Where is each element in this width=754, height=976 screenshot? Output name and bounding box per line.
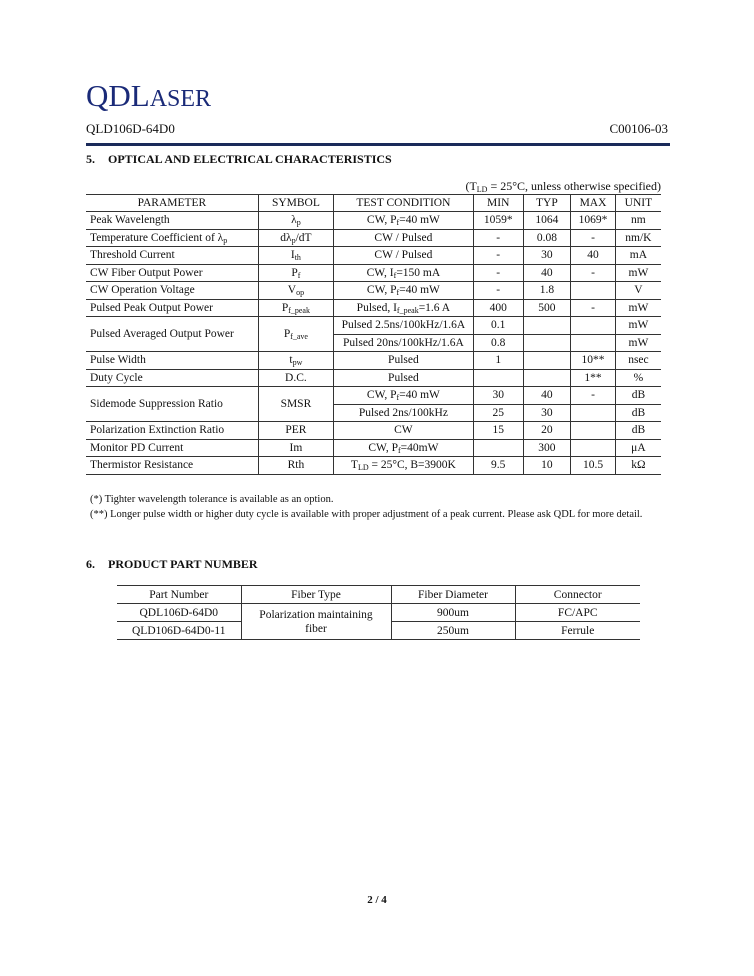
- symbol-cell: [258, 282, 333, 300]
- condition-cell: [333, 369, 473, 387]
- symbol-cell: [258, 439, 333, 457]
- col-header: SYMBOL: [258, 195, 333, 212]
- parameter: [90, 284, 195, 296]
- unit-cell: mW: [615, 334, 661, 352]
- min-cell: 9.5: [473, 457, 523, 475]
- min-cell: -: [473, 229, 523, 247]
- condition-cell: [333, 439, 473, 457]
- condition-main: Pulsed: [388, 354, 419, 367]
- unit-cell: kΩ: [615, 457, 661, 475]
- min-cell: 25: [473, 404, 523, 422]
- condition: [367, 389, 440, 401]
- unit-cell: dB: [615, 404, 661, 422]
- parameter-main: Polarization Extinction Ratio: [90, 424, 225, 437]
- unit-cell: μA: [615, 439, 661, 457]
- part-number-cell: QDL106D-64D0: [117, 604, 241, 622]
- condition-main: CW / Pulsed: [374, 249, 433, 262]
- condition: [388, 372, 419, 384]
- parameter-cell: [86, 212, 258, 230]
- condition-main: Pulsed, I: [356, 301, 397, 314]
- symbol-sub: f_ave: [290, 332, 308, 341]
- condition-main: CW, P: [368, 441, 398, 454]
- symbol-main: V: [287, 284, 297, 297]
- condition: [342, 319, 466, 331]
- symbol-cell: [258, 422, 333, 440]
- parameter-cell: [86, 247, 258, 265]
- parameter-main: CW Fiber Output Power: [90, 266, 203, 279]
- symbol-main: P: [281, 301, 289, 314]
- parameter-main: CW Operation Voltage: [90, 284, 195, 297]
- condition-post: =150 mA: [396, 266, 441, 279]
- characteristics-table: [86, 194, 661, 475]
- max-cell: -: [571, 229, 616, 247]
- min-cell: [473, 439, 523, 457]
- min-cell: 30: [473, 387, 523, 405]
- max-cell: -: [571, 264, 616, 282]
- parameter: [90, 398, 223, 410]
- condition-sub: LD: [357, 463, 369, 473]
- typ-cell: [523, 317, 571, 335]
- max-cell: [571, 334, 616, 352]
- symbol-sub: p: [296, 218, 301, 228]
- connector-cell: FC/APC: [515, 604, 640, 622]
- col-header: Fiber Diameter: [391, 586, 515, 604]
- parameter-cell: [86, 229, 258, 247]
- table-row: [86, 457, 661, 475]
- condition-post: =40 mW: [399, 214, 440, 227]
- col-header: UNIT: [615, 195, 661, 212]
- condition-cell: [333, 212, 473, 230]
- parameter-cell: [86, 299, 258, 317]
- condition-cell: [333, 264, 473, 282]
- part-number-table: [117, 585, 640, 640]
- min-cell: 1059*: [473, 212, 523, 230]
- condition-main: CW, P: [366, 214, 397, 227]
- symbol-cell: [258, 264, 333, 282]
- symbol-sub: th: [294, 253, 301, 263]
- condition: [374, 249, 432, 261]
- part-number-cell: QLD106D-64D0-11: [117, 622, 241, 640]
- table-row: [117, 604, 640, 622]
- symbol: [289, 354, 302, 366]
- table-row: [86, 247, 661, 265]
- parameter: [90, 302, 213, 314]
- condition-cell: [333, 299, 473, 317]
- typ-cell: [523, 334, 571, 352]
- fiber-type-line: Polarization maintaining: [259, 608, 373, 621]
- cond-note-pre: (T: [465, 179, 477, 193]
- condition-main: CW / Pulsed: [374, 231, 433, 244]
- parameter: [90, 424, 224, 436]
- min-cell: -: [473, 264, 523, 282]
- parameter: [90, 442, 183, 454]
- symbol-main: t: [289, 354, 293, 367]
- symbol: [288, 284, 304, 296]
- connector-cell: Ferrule: [515, 622, 640, 640]
- symbol: [291, 249, 301, 261]
- symbol-main: I: [290, 249, 295, 262]
- parameter-main: Monitor PD Current: [90, 441, 184, 454]
- symbol: [291, 214, 301, 226]
- symbol-cell: [258, 352, 333, 370]
- condition-main: CW, P: [366, 389, 397, 402]
- col-header: TYP: [523, 195, 571, 212]
- page-number: 2 / 4: [367, 894, 387, 906]
- symbol: [285, 372, 307, 384]
- symbol: [282, 302, 310, 314]
- condition-main: T: [350, 459, 358, 472]
- symbol-sub: p: [291, 235, 296, 245]
- parameter-main: Sidemode Suppression Ratio: [90, 398, 223, 410]
- max-cell: [571, 422, 616, 440]
- max-cell: -: [571, 387, 616, 405]
- parameter-main: Threshold Current: [90, 249, 175, 262]
- table-row: [86, 369, 661, 387]
- condition-post: =40 mW: [399, 284, 440, 297]
- symbol-cell: [258, 369, 333, 387]
- typ-cell: [523, 352, 571, 370]
- condition-sub: f: [396, 218, 400, 228]
- section-5-title: [86, 152, 392, 167]
- table-row: [86, 282, 661, 300]
- condition: [394, 424, 413, 436]
- table-row: [86, 264, 661, 282]
- condition-sub: f: [396, 393, 400, 403]
- symbol-cell: [258, 317, 333, 352]
- fiber-type-cell: [241, 604, 391, 640]
- fiber-type-line: fiber: [305, 622, 327, 635]
- condition-post: =1.6 A: [418, 301, 451, 314]
- unit-cell: V: [615, 282, 661, 300]
- section-6-title: [86, 557, 258, 572]
- condition-sub: f: [397, 445, 401, 455]
- symbol-main: Rth: [287, 459, 305, 472]
- col-header: TEST CONDITION: [333, 195, 473, 212]
- col-header: Connector: [515, 586, 640, 604]
- condition: [367, 284, 440, 296]
- condition: [367, 214, 440, 226]
- condition: [388, 354, 419, 366]
- unit-cell: nm/K: [615, 229, 661, 247]
- symbol-main: P: [283, 328, 291, 340]
- symbol-post: /dT: [295, 231, 312, 244]
- col-header: PARAMETER: [86, 195, 258, 212]
- symbol-cell: [258, 229, 333, 247]
- typ-cell: 30: [523, 247, 571, 265]
- condition-main: CW: [394, 424, 413, 437]
- fiber-diameter-cell: 250um: [391, 622, 515, 640]
- parameter-cell: [86, 282, 258, 300]
- condition-sub: f: [393, 270, 397, 280]
- condition-cell: [333, 229, 473, 247]
- parameter-cell: [86, 352, 258, 370]
- section-title-text: PRODUCT PART NUMBER: [108, 557, 258, 571]
- header-rule: [86, 143, 670, 146]
- part-number-header: QLD106D-64D0: [86, 121, 175, 136]
- parameter-cell: [86, 439, 258, 457]
- condition-main: CW, I: [366, 266, 394, 279]
- condition: [368, 442, 438, 454]
- parameter-main: Thermistor Resistance: [90, 459, 194, 472]
- table-row: [86, 229, 661, 247]
- condition-cell: [333, 457, 473, 475]
- parameter: [90, 372, 143, 384]
- condition-cell: [333, 422, 473, 440]
- condition-post: =40 mW: [399, 389, 440, 402]
- min-cell: -: [473, 282, 523, 300]
- max-cell: [571, 317, 616, 335]
- parameter-main: Temperature Coefficient of λ: [90, 231, 224, 244]
- unit-cell: mW: [615, 317, 661, 335]
- typ-cell: 40: [523, 387, 571, 405]
- company-logo: [86, 80, 211, 112]
- symbol: [285, 424, 306, 436]
- parameter: [90, 354, 146, 366]
- col-header: Fiber Type: [241, 586, 391, 604]
- unit-cell: nsec: [615, 352, 661, 370]
- symbol-cell: [258, 299, 333, 317]
- symbol-cell: [258, 212, 333, 230]
- min-cell: 0.1: [473, 317, 523, 335]
- condition-cell: [333, 247, 473, 265]
- parameter-cell: [86, 387, 258, 422]
- symbol: [280, 232, 311, 244]
- typ-cell: 1.8: [523, 282, 571, 300]
- max-cell: 1069*: [571, 212, 616, 230]
- max-cell: [571, 404, 616, 422]
- condition-cell: [333, 387, 473, 405]
- parameter-cell: [86, 422, 258, 440]
- table-row: [86, 299, 661, 317]
- max-cell: 10.5: [571, 457, 616, 475]
- unit-cell: nm: [615, 212, 661, 230]
- min-cell: 15: [473, 422, 523, 440]
- symbol-main: D.C.: [285, 371, 307, 384]
- unit-cell: dB: [615, 387, 661, 405]
- symbol-main: dλ: [280, 231, 292, 244]
- table-row: [86, 439, 661, 457]
- symbol: [290, 442, 303, 454]
- symbol-main: P: [291, 266, 298, 279]
- symbol: [288, 459, 305, 471]
- condition-note: [465, 179, 661, 194]
- symbol-cell: [258, 387, 333, 422]
- condition: [374, 232, 432, 244]
- min-cell: [473, 369, 523, 387]
- condition-main: Pulsed: [388, 371, 419, 384]
- parameter-cell: [86, 264, 258, 282]
- symbol-sub: op: [296, 288, 305, 298]
- parameter-cell: [86, 457, 258, 475]
- parameter: [90, 267, 203, 279]
- unit-cell: mA: [615, 247, 661, 265]
- symbol: [284, 328, 308, 340]
- symbol-main: SMSR: [280, 398, 312, 410]
- typ-cell: [523, 369, 571, 387]
- typ-cell: 0.08: [523, 229, 571, 247]
- min-cell: 400: [473, 299, 523, 317]
- condition-post: =40mW: [400, 441, 439, 454]
- footnotes: [90, 492, 642, 522]
- cond-note-post: = 25°C, unless otherwise specified): [487, 179, 661, 193]
- typ-cell: 20: [523, 422, 571, 440]
- table-row: [86, 387, 661, 405]
- max-cell: 1**: [571, 369, 616, 387]
- typ-cell: 1064: [523, 212, 571, 230]
- parameter-sub: p: [223, 235, 228, 245]
- col-header: MAX: [571, 195, 616, 212]
- parameter-main: Pulsed Peak Output Power: [90, 301, 213, 314]
- table-row: [86, 352, 661, 370]
- symbol-main: Im: [289, 441, 303, 454]
- min-cell: -: [473, 247, 523, 265]
- parameter: [90, 214, 170, 226]
- table-header-row: [117, 586, 640, 604]
- parameter-cell: [86, 369, 258, 387]
- unit-cell: dB: [615, 422, 661, 440]
- symbol: [281, 398, 312, 410]
- col-header: MIN: [473, 195, 523, 212]
- condition-cell: Pulsed 20ns/100kHz/1.6A: [333, 334, 473, 352]
- condition-sub: f: [396, 288, 400, 298]
- condition-cell: [333, 317, 473, 335]
- max-cell: [571, 439, 616, 457]
- symbol-main: PER: [285, 424, 307, 437]
- min-cell: 1: [473, 352, 523, 370]
- max-cell: [571, 282, 616, 300]
- unit-cell: mW: [615, 299, 661, 317]
- parameter-cell: [86, 317, 258, 352]
- unit-cell: mW: [615, 264, 661, 282]
- unit-cell: %: [615, 369, 661, 387]
- symbol-cell: [258, 457, 333, 475]
- condition: [357, 302, 450, 314]
- typ-cell: 300: [523, 439, 571, 457]
- condition-post: = 25°C, B=3900K: [368, 459, 456, 472]
- footnote: (**) Longer pulse width or higher duty cycle is available with proper adjustment of a peak current. Please ask QDL for more detail.: [90, 509, 643, 520]
- table-header-row: [86, 195, 661, 212]
- parameter-main: Pulse Width: [90, 354, 146, 367]
- section-number: 5.: [86, 152, 95, 166]
- table-row: [86, 212, 661, 230]
- symbol-sub: f: [297, 270, 301, 280]
- typ-cell: 40: [523, 264, 571, 282]
- section-number: 6.: [86, 557, 95, 571]
- parameter: [90, 249, 175, 261]
- condition-sub: f_peak: [396, 305, 419, 315]
- col-header: Part Number: [117, 586, 241, 604]
- document-code: C00106-03: [609, 121, 668, 136]
- condition: [351, 459, 456, 471]
- symbol-sub: f_peak: [288, 305, 310, 315]
- parameter-main: Pulsed Averaged Output Power: [90, 328, 234, 340]
- parameter-main: Peak Wavelength: [90, 214, 170, 227]
- table-row: [86, 317, 661, 335]
- max-cell: -: [571, 299, 616, 317]
- min-cell: 0.8: [473, 334, 523, 352]
- symbol-sub: pw: [292, 358, 303, 368]
- condition-main: CW, P: [366, 284, 397, 297]
- max-cell: 40: [571, 247, 616, 265]
- typ-cell: 500: [523, 299, 571, 317]
- table-row: [86, 422, 661, 440]
- symbol-cell: [258, 247, 333, 265]
- condition: [367, 267, 441, 279]
- section-title-text: OPTICAL AND ELECTRICAL CHARACTERISTICS: [108, 152, 392, 166]
- typ-cell: 10: [523, 457, 571, 475]
- cond-note-sub: LD: [476, 185, 488, 194]
- max-cell: 10**: [571, 352, 616, 370]
- symbol: [291, 267, 300, 279]
- parameter: [90, 459, 193, 471]
- typ-cell: 30: [523, 404, 571, 422]
- condition-cell: [333, 282, 473, 300]
- parameter-main: Duty Cycle: [90, 371, 143, 384]
- fiber-diameter-cell: 900um: [391, 604, 515, 622]
- condition-main: Pulsed 2.5ns/100kHz/1.6A: [341, 319, 466, 332]
- footnote: (*) Tighter wavelength tolerance is available as an option.: [90, 494, 334, 505]
- logo-aser: ASER: [149, 86, 212, 112]
- logo-qdl: QDL: [86, 78, 150, 113]
- parameter: [90, 328, 234, 340]
- condition-cell: Pulsed 2ns/100kHz: [333, 404, 473, 422]
- condition-cell: [333, 352, 473, 370]
- symbol-main: λ: [291, 214, 297, 227]
- parameter: [90, 232, 227, 244]
